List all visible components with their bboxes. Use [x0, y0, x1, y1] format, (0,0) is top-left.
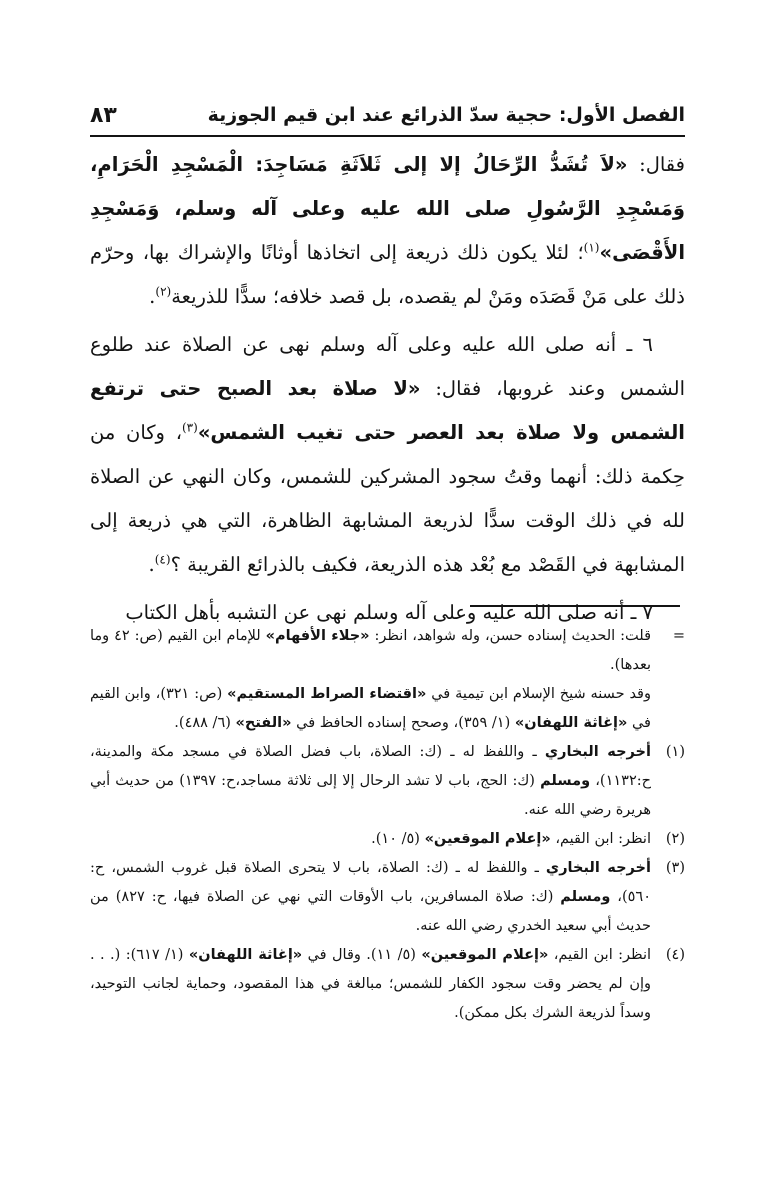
p2-end: . [148, 553, 155, 576]
footnote-body: أخرجه البخاري ـ واللفظ له ـ (ك: الصلاة، باب لا يتحرى الصلاة قبل غروب الشمس، ح: ٥٦٠)، ومسلم (ك: صلاة المسافرين، باب الأوقات التي نهي عن الصلاة فيها، ح: ٨٢٧) من حديث أبي سعيد الخدري رضي الله عنه. [90, 860, 651, 934]
footnote-body: انظر: ابن القيم، «إعلام الموقعين» (٥/ ١٠). [371, 831, 651, 847]
footnote-4 [90, 941, 685, 1028]
hadith-quote-2: «لا صلاة بعد الصبح حتى ترتفع الشمس ولا صلاة بعد العصر حتى تغيب الشمس» [90, 377, 685, 444]
p1-text-b: ؛ لئلا يكون ذلك ذريعة إلى اتخاذها أوثانًا والإشراك بها، وحرّم ذلك على مَنْ قَصَدَه ومَنْ لم يقصده، بل قصد خلافه؛ سدًّا للذريعة [90, 241, 685, 308]
footnote-ref-3: (٣) [181, 420, 198, 435]
footnote-body: أخرجه البخاري ـ واللفظ له ـ (ك: الصلاة، باب فضل الصلاة في مسجد مكة والمدينة، ح:١١٣٢)، ومسلم (ك: الحج، باب لا تشد الرحال إلا إلى ثلاثة مساجد،ح: ١٣٩٧) من حديث أبي هريرة رضي الله عنه. [90, 744, 651, 818]
hadith-quote-1: «لاَ تُشَدُّ الرِّحَالُ إلا إلى ثَلاَثَةِ مَسَاجِدَ: الْمَسْجِدِ الْحَرَامِ، وَمَسْجِدِ الرَّسُولِ صلى الله عليه وعلى آله وسلم، وَمَسْجِدِ الأَقْصَى» [90, 153, 685, 264]
footnote-2 [90, 825, 685, 854]
footnote-ref-4: (٤) [154, 552, 171, 567]
footnotes [90, 622, 685, 1028]
footnote-3 [90, 854, 685, 941]
footnote-1 [90, 738, 685, 825]
p2-text-a: ٦ ـ أنه صلى الله عليه وعلى آله وسلم نهى عن الصلاة عند طلوع الشمس وعند غروبها، فقال: [90, 333, 685, 400]
page-header [90, 95, 685, 137]
paragraph-2 [90, 323, 685, 587]
footnote-continued [90, 622, 685, 738]
footnote-body: انظر: ابن القيم، «إعلام الموقعين» (٥/ ١١). وقال في «إغاثة اللهفان» (١/ ٦١٧): (. . . وإن لم يحضر وقت سجود الكفار للشمس؛ مبالغة في هذا المقصود، وحماية لجانب التوحيد، وسداً لذريعة الشرك بكل ممكن). [90, 947, 652, 1021]
page-number: ٨٣ [90, 102, 117, 128]
continuation-mark: = [672, 628, 685, 644]
chapter-title: الفصل الأول: حجية سدّ الذرائع عند ابن قيم الجوزية [207, 104, 685, 126]
footnote-body: قلت: الحديث إسناده حسن، وله شواهد، انظر: «جلاء الأفهام» للإمام ابن القيم (ص: ٤٢ وما بعدها). وقد حسنه شيخ الإسلام ابن تيمية في «اقتضاء الصراط المستقيم» (ص: ٣٢١)، وابن القيم في «إغاثة اللهفان» (١/ ٣٥٩)، وصحح إسناده الحافظ في «الفتح» (٦/ ٤٨٨). [90, 628, 652, 731]
p2-text-b: ، وكان من حِكمة ذلك: أنهما وقتُ سجود المشركين للشمس، وكان النهي عن الصلاة لله في ذلك الوقت سدًّا لذريعة المشابهة الظاهرة، التي هي ذريعة إلى المشابهة في القَصْد مع بُعْد هذه الذريعة، فكيف بالذرائع القريبة ؟ [90, 421, 685, 576]
footnote-ref-2: (٢) [155, 284, 172, 299]
footnote-number: (٣) [665, 860, 685, 876]
p1-text-a: فقال: [627, 153, 685, 176]
footnote-separator [470, 605, 680, 607]
p1-end: . [149, 285, 156, 308]
main-text [90, 143, 685, 639]
footnote-number: (٢) [665, 831, 685, 847]
footnote-ref-1: (١) [583, 240, 600, 255]
paragraph-3: ٧ ـ أنه صلى الله عليه وعلى آله وسلم نهى عن التشبه بأهل الكتاب [125, 601, 653, 624]
footnote-number: (١) [665, 744, 685, 760]
footnote-number: (٤) [665, 947, 685, 963]
paragraph-1 [90, 143, 685, 319]
